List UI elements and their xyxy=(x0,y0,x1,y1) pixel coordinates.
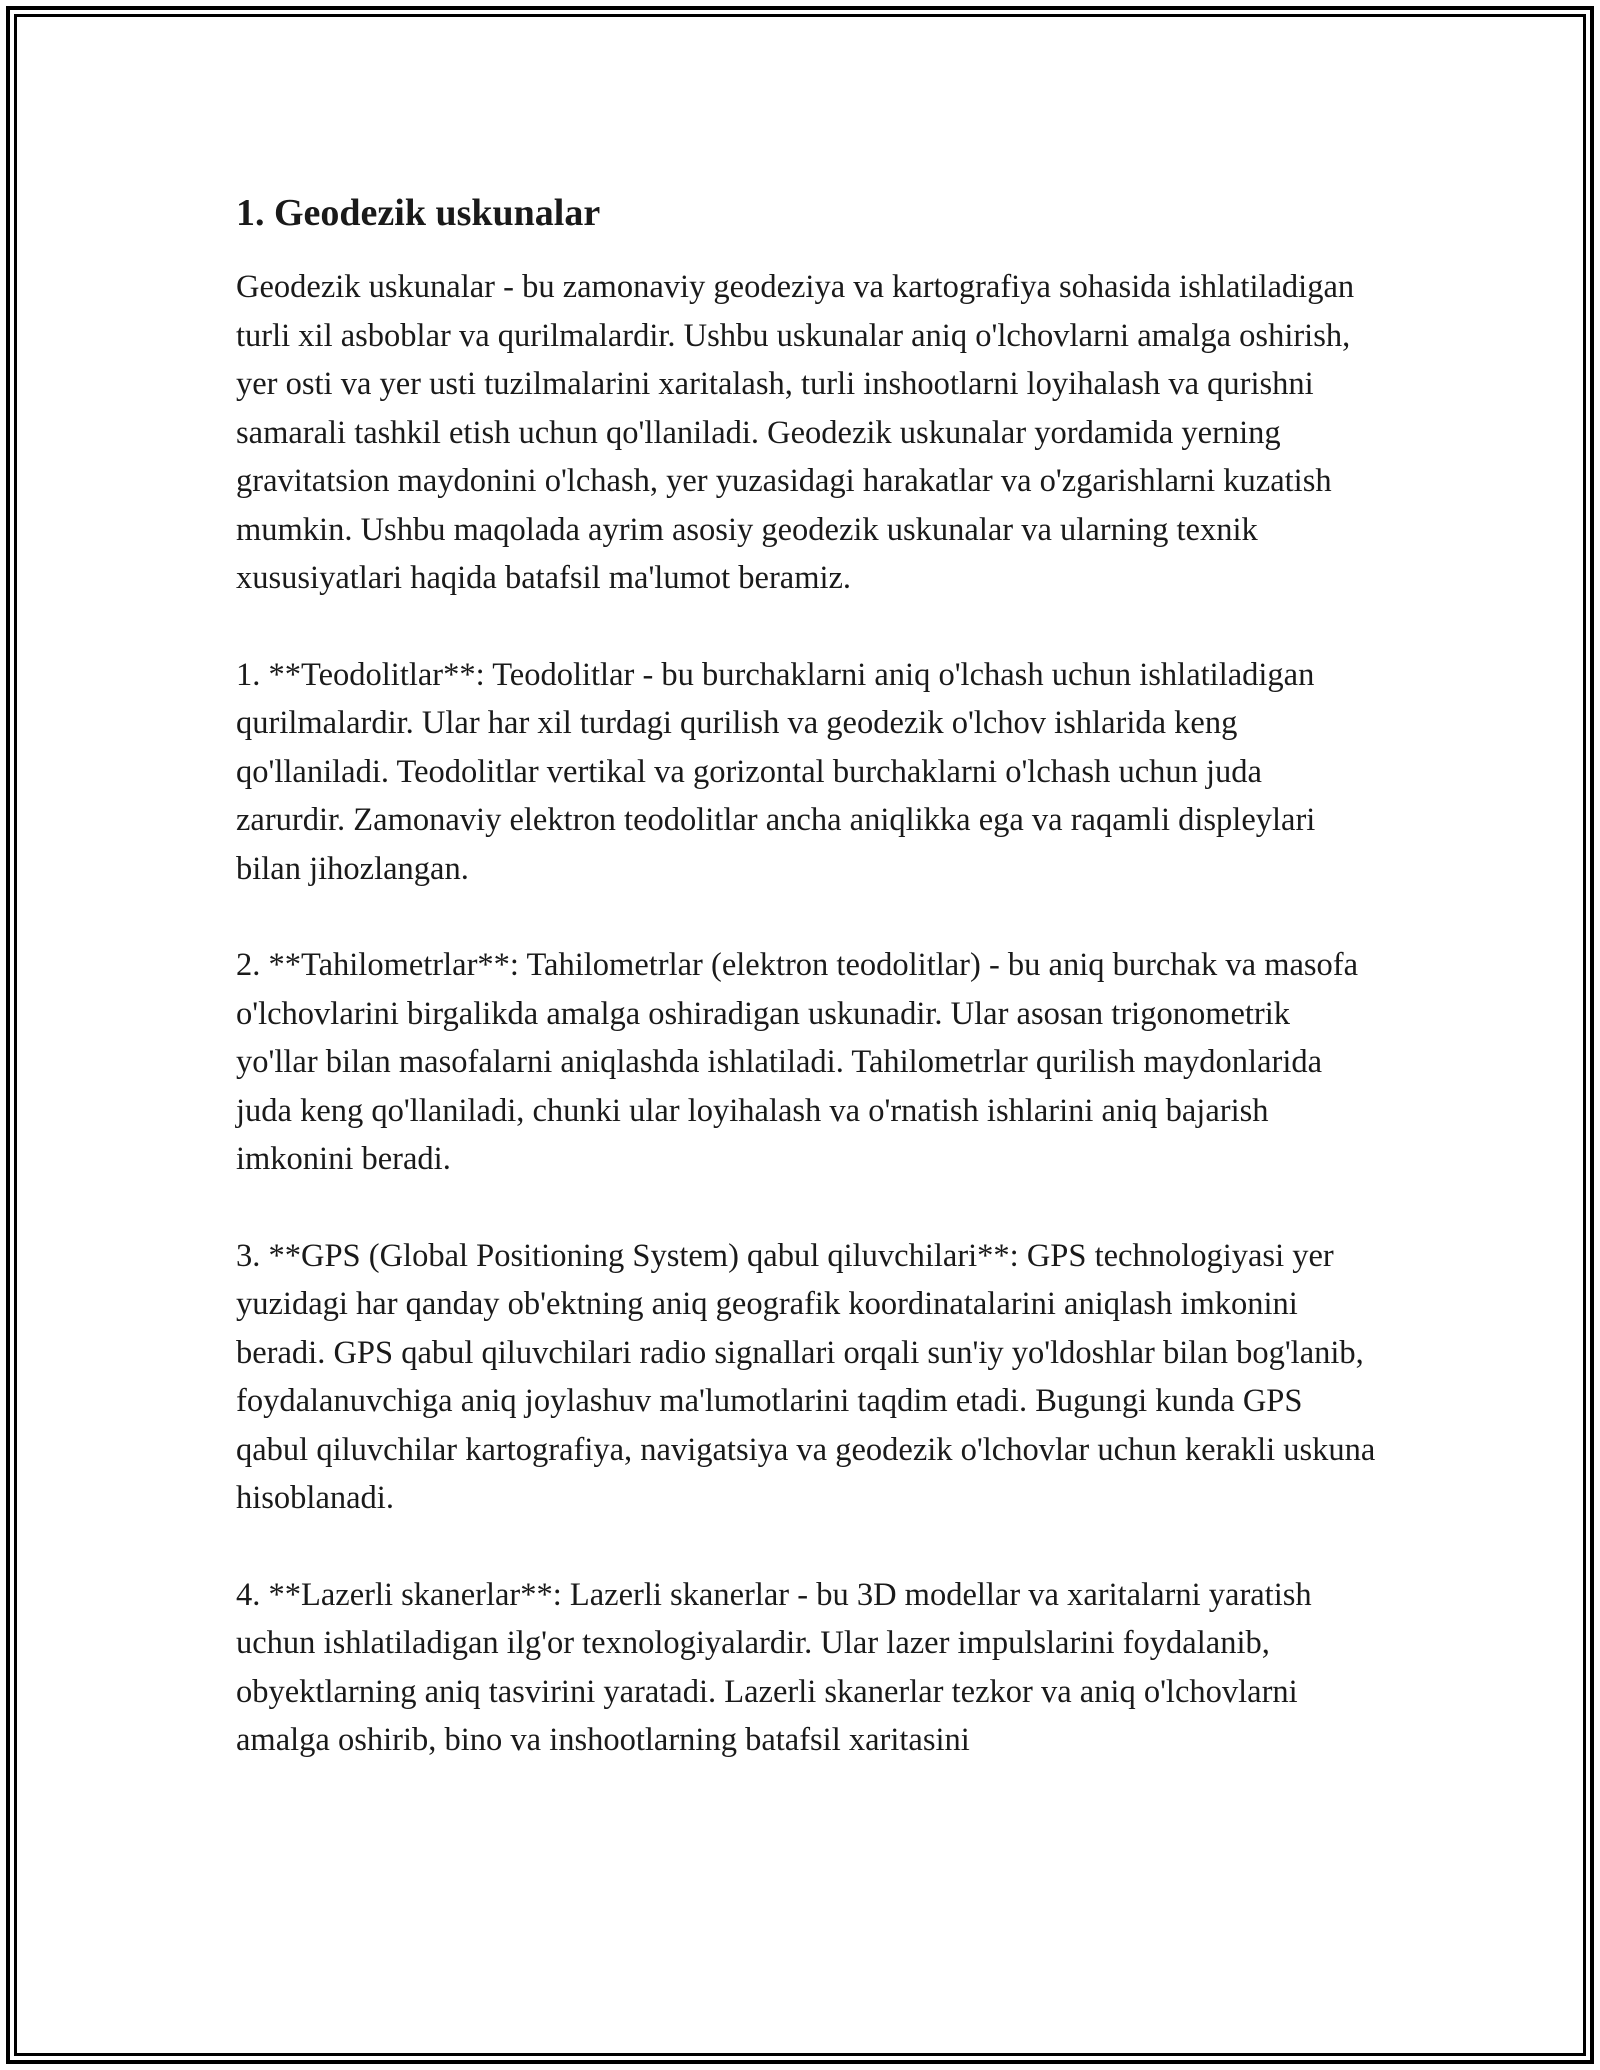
document-body xyxy=(236,185,1376,1765)
paragraph-tahilometrlar: 2. **Tahilometrlar**: Tahilometrlar (elektron teodolitlar) - bu aniq burchak va masofa o'lchovlarini birgalikda amalga oshiradigan uskunadir. Ular asosan trigonometrik yo'llar bilan masofalarni aniqlashda ishlatiladi. Tahilometrlar qurilish maydonlarida juda keng qo'llaniladi, chunki ular loyihalash va o'rnatish ishlarini aniq bajarish imkonini beradi. xyxy=(236,947,1359,1177)
intro-paragraph: Geodezik uskunalar - bu zamonaviy geodeziya va kartografiya sohasida ishlatiladigan turli xil asboblar va qurilmalardir. Ushbu uskunalar aniq o'lchovlarni amalga oshirish, yer osti va yer usti tuzilmalarini xaritalash, turli inshootlarni loyihalash va qurishni samarali tashkil etish uchun qo'llaniladi. Geodezik uskunalar yordamida yerning gravitatsion maydonini o'lchash, yer yuzasidagi harakatlar va o'zgarishlarni kuzatish mumkin. Ushbu maqolada ayrim asosiy geodezik uskunalar va ularning texnik xususiyatlari haqida batafsil ma'lumot beramiz. xyxy=(236,269,1355,596)
paragraph-lazerli-skanerlar: 4. **Lazerli skanerlar**: Lazerli skanerlar - bu 3D modellar va xaritalarni yaratish uchun ishlatiladigan ilg'or texnologiyalardir. Ular lazer impulslarini foydalanib, obyektlarning aniq tasvirini yaratadi. Lazerli skanerlar tezkor va aniq o'lchovlarni amalga oshirib, bino va inshootlarning batafsil xaritasini xyxy=(236,1576,1312,1758)
document-title: 1. Geodezik uskunalar xyxy=(236,192,601,234)
paragraph-gps: 3. **GPS (Global Positioning System) qabul qiluvchilari**: GPS technologiyasi yer yuzidagi har qanday ob'ektning aniq geografik koordinatalarini aniqlash imkonini beradi. GPS qabul qiluvchilari radio signallari orqali sun'iy yo'ldoshlar bilan bog'lanib, foydalanuvchiga aniq joylashuv ma'lumotlarini taqdim etadi. Bugungi kunda GPS qabul qiluvchilar kartografiya, navigatsiya va geodezik o'lchovlar uchun kerakli uskuna hisoblanadi. xyxy=(236,1237,1376,1516)
paragraph-teodolitlar: 1. **Teodolitlar**: Teodolitlar - bu burchaklarni aniq o'lchash uchun ishlatiladigan qurilmalardir. Ular har xil turdagi qurilish va geodezik o'lchov ishlarida keng qo'llaniladi. Teodolitlar vertikal va gorizontal burchaklarni o'lchash uchun juda zarurdir. Zamonaviy elektron teodolitlar ancha aniqlikka ega va raqamli displeylari bilan jihozlangan. xyxy=(236,656,1316,887)
